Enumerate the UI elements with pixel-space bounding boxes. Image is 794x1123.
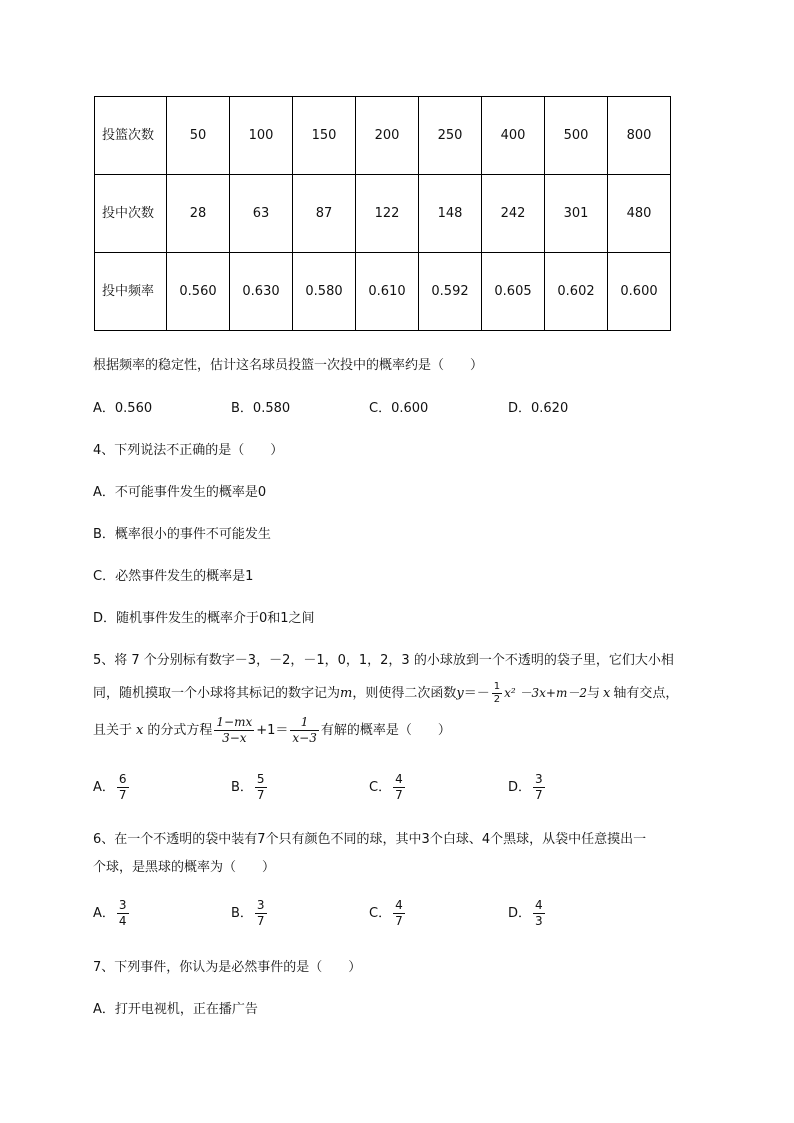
q4-option-a[interactable]: A．不可能事件发生的概率是0 xyxy=(93,485,267,500)
eq-sign: ＝－ xyxy=(463,686,490,701)
var-m: m xyxy=(340,686,353,701)
q3-option-d[interactable]: D．0.620 xyxy=(508,401,569,416)
q3-text: 根据频率的稳定性，估计这名球员投篮一次投中的概率约是（ ） xyxy=(93,358,484,373)
eq-plus: +1＝ xyxy=(256,723,289,738)
q5-text: 有解的概率是（ ） xyxy=(320,723,451,738)
q5-line1: 5、将 7 个分别标有数字－3，－2，－1，0，1，2，3 的小球放到一个不透明的袋子里，它们大小相 xyxy=(93,653,674,668)
var-x: x xyxy=(603,686,611,701)
table-cell: 0.580 xyxy=(293,253,356,331)
q3-option-b[interactable]: B．0.580 xyxy=(231,401,291,416)
q4-stem: 4、下列说法不正确的是（ ） xyxy=(93,443,284,458)
q4-option-c[interactable]: C．必然事件发生的概率是1 xyxy=(93,569,254,584)
q6-option-a[interactable]: A． $\frac{3}{4}$ xyxy=(93,898,127,928)
q3-option-c[interactable]: C．0.600 xyxy=(369,401,429,416)
table-cell: 0.592 xyxy=(419,253,482,331)
q7-stem: 7、下列事件，你认为是必然事件的是（ ） xyxy=(93,960,362,975)
row-header: 投中次数 xyxy=(95,175,167,253)
table-cell: 122 xyxy=(356,175,419,253)
q6-option-b[interactable]: B． $\frac{3}{7}$ xyxy=(231,898,265,928)
q5-line2 xyxy=(93,680,678,707)
q4-option-d[interactable]: D．随机事件发生的概率介于0和1之间 xyxy=(93,611,315,626)
table-cell: 250 xyxy=(419,97,482,175)
equation-right-fraction: $\frac{1}{x-3}$ xyxy=(292,715,317,745)
table-cell: 63 xyxy=(230,175,293,253)
q5-text: 且关于 xyxy=(93,723,133,738)
q5-line3 xyxy=(93,714,451,748)
q5-option-b[interactable]: B． $\frac{5}{7}$ xyxy=(231,772,265,802)
table-cell: 0.560 xyxy=(167,253,230,331)
table-cell: 150 xyxy=(293,97,356,175)
q7-option-a[interactable]: A．打开电视机，正在播广告 xyxy=(93,1002,258,1017)
table-cell: 301 xyxy=(545,175,608,253)
table-cell: 800 xyxy=(608,97,671,175)
table-cell: 148 xyxy=(419,175,482,253)
table-cell: 0.610 xyxy=(356,253,419,331)
q6-option-c[interactable]: C． $\frac{4}{7}$ xyxy=(369,898,403,928)
table-row xyxy=(95,97,671,175)
table-cell: 0.605 xyxy=(482,253,545,331)
equation-left-fraction: $\frac{1-mx}{3-x}$ xyxy=(216,715,253,745)
table-row xyxy=(95,253,671,331)
q3-option-a[interactable]: A．0.560 xyxy=(93,401,153,416)
row-header: 投中频率 xyxy=(95,253,167,331)
func-y: y xyxy=(456,686,464,701)
half-fraction: $\frac{1}{2}$ xyxy=(493,681,501,705)
q5-text: 与 xyxy=(586,686,600,701)
table-cell: 50 xyxy=(167,97,230,175)
q5-option-c[interactable]: C． $\frac{4}{7}$ xyxy=(369,772,403,802)
table-cell: 200 xyxy=(356,97,419,175)
q5-option-d[interactable]: D． $\frac{3}{7}$ xyxy=(508,772,543,802)
q4-option-b[interactable]: B．概率很小的事件不可能发生 xyxy=(93,527,271,542)
table-cell: 28 xyxy=(167,175,230,253)
func-rest: x² －3x+m－2 xyxy=(504,686,587,700)
table-cell: 480 xyxy=(608,175,671,253)
table-cell: 242 xyxy=(482,175,545,253)
q5-text: 的分式方程 xyxy=(147,723,213,738)
q6-option-d[interactable]: D． $\frac{4}{3}$ xyxy=(508,898,543,928)
table-row xyxy=(95,175,671,253)
row-header: 投篮次数 xyxy=(95,97,167,175)
table-cell: 0.630 xyxy=(230,253,293,331)
var-x: x xyxy=(136,723,144,738)
table-cell: 87 xyxy=(293,175,356,253)
q6-line1: 6、在一个不透明的袋中装有7个只有颜色不同的球，其中3个白球、4个黑球，从袋中任意摸出一 xyxy=(93,832,647,847)
table-cell: 0.602 xyxy=(545,253,608,331)
table-cell: 500 xyxy=(545,97,608,175)
q6-line2: 个球，是黑球的概率为（ ） xyxy=(93,860,276,875)
table-cell: 400 xyxy=(482,97,545,175)
table-cell: 100 xyxy=(230,97,293,175)
table-cell: 0.600 xyxy=(608,253,671,331)
q5-option-a[interactable]: A． $\frac{6}{7}$ xyxy=(93,772,127,802)
frequency-table xyxy=(94,96,671,331)
q5-text: 同，随机摸取一个小球将其标记的数字记为 xyxy=(93,686,341,701)
q5-text: 轴有交点， xyxy=(613,686,679,701)
q5-text: ，则使得二次函数 xyxy=(352,686,457,701)
